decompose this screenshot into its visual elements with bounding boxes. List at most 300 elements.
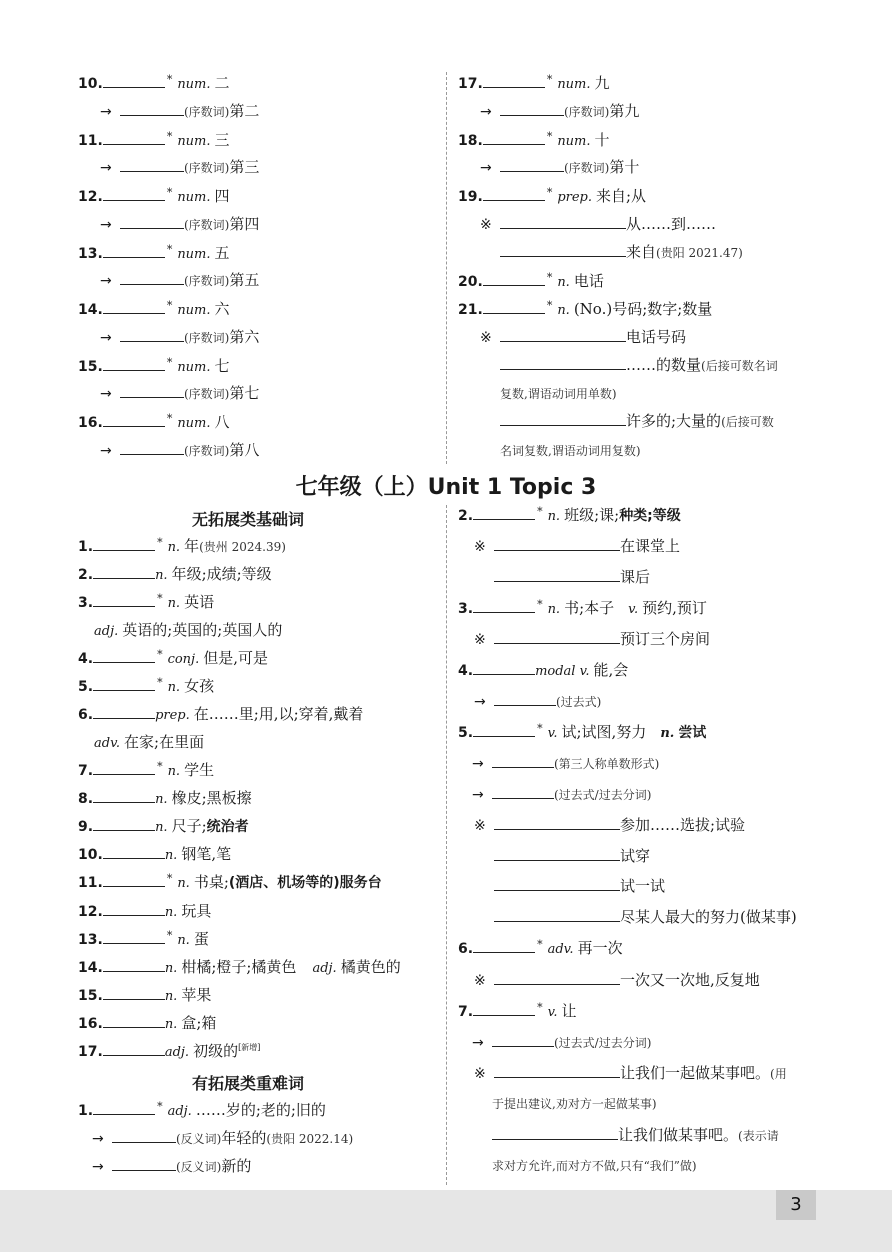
derived-item-17 <box>480 102 639 121</box>
part-of-speech: n. <box>177 933 190 948</box>
definition: 第五 <box>229 271 260 289</box>
definition: 班级;课; <box>564 506 620 524</box>
arrow-icon: → <box>472 756 484 772</box>
definition: 盒;箱 <box>181 1014 217 1032</box>
usage-note: 求对方允许,而对方不做,只有“我们”做) <box>492 1159 697 1173</box>
arrow-icon: → <box>100 273 112 289</box>
definition: 让我们做某事吧。 <box>618 1126 739 1144</box>
derived-item <box>474 692 601 711</box>
phrase-item <box>474 537 680 556</box>
basic-item-1 <box>78 537 286 557</box>
answer-blank[interactable] <box>492 785 554 799</box>
section-heading-extended: 有拓展类重难词 <box>192 1074 305 1093</box>
arrow-icon: → <box>100 386 112 402</box>
phrase-item <box>474 630 710 649</box>
part-of-speech: num. <box>557 77 591 92</box>
definition: 尺子; <box>171 817 207 835</box>
answer-blank[interactable] <box>103 357 165 371</box>
star-icon: * <box>546 73 553 86</box>
definition: 六 <box>214 300 230 318</box>
derived-item <box>472 1033 651 1052</box>
part-of-speech: n. <box>660 726 675 741</box>
star-icon: * <box>537 598 543 611</box>
note: (过去式) <box>556 695 602 709</box>
part-of-speech: n. <box>155 820 168 835</box>
part-of-speech: modal v. <box>535 664 590 679</box>
definition: 玩具 <box>181 902 212 920</box>
reference-mark-icon: ※ <box>474 973 486 989</box>
vocab-item-18 <box>458 131 610 151</box>
definition: 第十 <box>609 158 640 176</box>
item-number: 11. <box>78 875 103 891</box>
definition: 年轻的 <box>221 1129 267 1147</box>
derived-item-15 <box>100 384 259 403</box>
part-of-speech: n. <box>547 509 561 524</box>
basic-item-2 <box>78 565 272 585</box>
part-of-speech: prep. <box>155 708 190 723</box>
star-icon: * <box>166 356 173 369</box>
answer-blank[interactable] <box>473 661 535 675</box>
answer-blank[interactable] <box>112 1129 176 1143</box>
phrase-item <box>480 215 716 234</box>
answer-blank[interactable] <box>120 271 184 285</box>
note: (序数词) <box>564 105 610 119</box>
definition: 第七 <box>229 384 260 402</box>
reference-mark-icon: ※ <box>480 330 492 346</box>
basic-item-11 <box>78 873 382 893</box>
star-icon: * <box>166 186 173 199</box>
answer-blank[interactable] <box>492 1126 618 1140</box>
part-of-speech: n. <box>164 961 178 976</box>
answer-blank[interactable] <box>473 1002 535 1016</box>
definition: 试;试图,努力 <box>561 723 647 741</box>
phrase-item <box>474 971 760 990</box>
answer-blank[interactable] <box>120 102 184 116</box>
answer-blank[interactable] <box>103 244 165 258</box>
note: (过去式/过去分词) <box>554 1036 652 1050</box>
definition: 电话 <box>573 272 604 290</box>
arrow-icon: → <box>480 104 492 120</box>
star-icon: * <box>546 271 553 284</box>
part-of-speech: num. <box>177 360 211 375</box>
unit-title: 七年级（上）Unit 1 Topic 3 <box>295 475 597 500</box>
usage-note-continued <box>500 384 617 403</box>
part-of-speech: prep. <box>557 190 592 205</box>
star-icon: * <box>537 505 543 518</box>
answer-blank[interactable] <box>500 158 564 172</box>
item-number: 17. <box>458 76 483 92</box>
answer-blank[interactable] <box>120 384 184 398</box>
part-of-speech: n. <box>155 568 168 583</box>
item-number: 15. <box>78 359 103 375</box>
answer-blank[interactable] <box>473 723 535 737</box>
exam-source: (贵阳 2021.47) <box>656 246 743 260</box>
answer-blank[interactable] <box>103 958 165 972</box>
answer-blank[interactable] <box>494 630 620 644</box>
star-icon: * <box>157 676 163 689</box>
vocab-item-21 <box>458 300 712 320</box>
definition: 参加……选拔;试验 <box>620 816 746 834</box>
star-icon: * <box>166 73 173 86</box>
definition: 能,会 <box>593 661 629 679</box>
definition: 让我们一起做某事吧。 <box>620 1064 771 1082</box>
part-of-speech: n. <box>177 876 190 891</box>
item-number: 12. <box>78 904 103 920</box>
item-number: 3. <box>458 601 474 617</box>
exam-source: (贵阳 2022.14) <box>266 1132 354 1146</box>
part-of-speech: n. <box>167 596 181 611</box>
answer-blank[interactable] <box>483 272 545 286</box>
vocab-item-17 <box>458 74 610 94</box>
page-footer <box>0 1190 892 1252</box>
definition: 第九 <box>609 102 640 120</box>
answer-blank[interactable] <box>93 537 155 551</box>
answer-blank[interactable] <box>103 930 165 944</box>
section-heading-basic: 无拓展类基础词 <box>192 510 305 529</box>
definition: 尽某人最大的努力(做某事) <box>620 908 797 926</box>
answer-blank[interactable] <box>473 599 535 613</box>
derived-item-18 <box>480 158 639 177</box>
definition: 电话号码 <box>626 328 687 346</box>
part-of-speech: num. <box>177 247 211 262</box>
note: (反义词) <box>176 1160 222 1174</box>
answer-blank[interactable] <box>494 877 620 891</box>
star-icon: * <box>157 1100 163 1113</box>
answer-blank[interactable] <box>112 1157 176 1171</box>
answer-blank[interactable] <box>483 300 545 314</box>
vocab-item-15 <box>78 357 230 377</box>
answer-blank[interactable] <box>494 1064 620 1078</box>
arrow-icon: → <box>100 217 112 233</box>
part-of-speech: v. <box>628 602 639 617</box>
item-number: 16. <box>78 415 103 431</box>
star-icon: * <box>157 592 163 605</box>
note: (序数词) <box>184 218 230 232</box>
reference-mark-icon: ※ <box>474 1066 486 1082</box>
basic-item-17 <box>78 1042 260 1063</box>
new-meaning: (酒店、机场等的)服务台 <box>228 875 382 891</box>
vocab-item-16 <box>78 413 230 433</box>
part-of-speech: adj. <box>164 1045 190 1060</box>
note: (序数词) <box>184 105 230 119</box>
answer-blank[interactable] <box>500 243 626 257</box>
answer-blank[interactable] <box>473 506 535 520</box>
phrase-item <box>474 1064 787 1083</box>
item-number: 7. <box>458 1004 474 1020</box>
definition: 课后 <box>620 568 651 586</box>
answer-blank[interactable] <box>494 971 620 985</box>
arrow-icon: → <box>100 160 112 176</box>
part-of-speech: n. <box>155 792 168 807</box>
extended-item-1 <box>78 1101 326 1121</box>
answer-blank[interactable] <box>93 789 155 803</box>
part-of-speech: num. <box>177 77 211 92</box>
definition: 年 <box>184 537 200 555</box>
part-of-speech: num. <box>177 190 211 205</box>
phrase-item <box>494 877 665 895</box>
answer-blank[interactable] <box>103 986 165 1000</box>
item-number: 16. <box>78 1016 103 1032</box>
definition: 试一试 <box>620 877 666 895</box>
item-number: 5. <box>78 679 94 695</box>
answer-blank[interactable] <box>120 441 184 455</box>
definition: 橡皮;黑板擦 <box>171 789 252 807</box>
basic-item-15 <box>78 986 211 1006</box>
definition: 八 <box>214 413 230 431</box>
new-meaning: 统治者 <box>206 819 249 835</box>
item-number: 9. <box>78 819 94 835</box>
item-number: 6. <box>78 707 94 723</box>
definition: 第八 <box>229 441 260 459</box>
reference-mark-icon: ※ <box>480 217 492 233</box>
part-of-speech: n. <box>547 602 561 617</box>
definition: 十 <box>594 131 610 149</box>
reference-mark-icon: ※ <box>474 818 486 834</box>
part-of-speech: conj. <box>167 652 200 667</box>
answer-blank[interactable] <box>93 677 155 691</box>
part-of-speech: num. <box>177 416 211 431</box>
part-of-speech: n. <box>164 1017 178 1032</box>
usage-note-continued <box>492 1094 657 1113</box>
basic-item-10 <box>78 845 231 865</box>
part-of-speech: n. <box>557 303 570 318</box>
answer-blank[interactable] <box>494 847 620 861</box>
answer-blank[interactable] <box>103 131 165 145</box>
reference-mark-icon: ※ <box>474 539 486 555</box>
item-number: 10. <box>78 76 103 92</box>
usage-note: (后接可数 <box>721 415 774 429</box>
answer-blank[interactable] <box>103 1014 165 1028</box>
definition: 在课堂上 <box>620 537 681 555</box>
usage-note: (后接可数名词 <box>701 359 778 373</box>
item-number: 19. <box>458 189 483 205</box>
part-of-speech: n. <box>167 764 181 779</box>
usage-note-continued <box>500 441 641 460</box>
usage-note: 于提出建议,劝对方一起做某事) <box>492 1097 657 1111</box>
definition: 新的 <box>221 1157 252 1175</box>
item-number: 8. <box>78 791 94 807</box>
note: (序数词) <box>184 387 230 401</box>
answer-blank[interactable] <box>103 1042 165 1056</box>
item-number: 12. <box>78 189 103 205</box>
star-icon: * <box>546 130 553 143</box>
definition: ……的数量 <box>626 356 702 374</box>
definition: 书桌; <box>193 873 229 891</box>
star-icon: * <box>166 872 173 885</box>
answer-blank[interactable] <box>483 131 545 145</box>
answer-blank[interactable] <box>103 845 165 859</box>
answer-blank[interactable] <box>93 761 155 775</box>
basic-item-5 <box>78 677 214 697</box>
definition: 柑橘;橙子;橘黄色 <box>181 958 297 976</box>
arrow-icon: → <box>100 330 112 346</box>
part-of-speech: adj. <box>167 1104 192 1119</box>
definition: 钢笔,笔 <box>181 845 232 863</box>
answer-blank[interactable] <box>120 158 184 172</box>
reference-mark-icon: ※ <box>474 632 486 648</box>
answer-blank[interactable] <box>494 908 620 922</box>
basic-item-8 <box>78 789 252 809</box>
item-number: 10. <box>78 847 103 863</box>
column-divider-bottom <box>446 505 447 1185</box>
phrase-item <box>494 568 650 586</box>
usage-note: (表示请 <box>738 1129 779 1143</box>
basic-item-12 <box>78 902 211 922</box>
definition: 蛋 <box>193 930 209 948</box>
arrow-icon: → <box>474 694 486 710</box>
new-meaning: 种类;等级 <box>619 508 681 524</box>
new-word-tag: [新增] <box>238 1043 261 1052</box>
part-of-speech: n. <box>167 540 181 555</box>
star-icon: * <box>166 929 173 942</box>
answer-blank[interactable] <box>494 537 620 551</box>
definition: 第六 <box>229 328 260 346</box>
basic-item-3-adj <box>94 621 282 641</box>
definition: 九 <box>594 74 610 92</box>
definition: (No.)号码;数字;数量 <box>573 300 713 318</box>
part-of-speech: v. <box>547 726 558 741</box>
vocab-item-13 <box>78 244 230 264</box>
vocab-item-11 <box>78 131 230 151</box>
item-number: 4. <box>78 651 94 667</box>
derived-item <box>472 754 659 773</box>
part-of-speech: num. <box>177 303 211 318</box>
note: (序数词) <box>184 274 230 288</box>
arrow-icon: → <box>92 1159 104 1175</box>
answer-blank[interactable] <box>500 215 626 229</box>
answer-blank[interactable] <box>473 939 535 953</box>
item-number: 13. <box>78 932 103 948</box>
definition: 书;本子 <box>564 599 615 617</box>
arrow-icon: → <box>480 160 492 176</box>
usage-note: 复数,谓语动词用单数) <box>500 387 617 401</box>
basic-item-13 <box>78 930 209 950</box>
answer-blank[interactable] <box>483 187 545 201</box>
vocab-item-19 <box>458 187 646 207</box>
item-number: 17. <box>78 1044 103 1060</box>
definition: 但是,可是 <box>203 649 268 667</box>
definition: 英语的;英国的;英国人的 <box>122 621 283 639</box>
answer-blank[interactable] <box>120 328 184 342</box>
answer-blank[interactable] <box>93 649 155 663</box>
item-number: 15. <box>78 988 103 1004</box>
answer-blank[interactable] <box>483 74 545 88</box>
answer-blank[interactable] <box>494 692 556 706</box>
phrase-item <box>492 1126 779 1145</box>
arrow-icon: → <box>100 104 112 120</box>
vocab-item-20 <box>458 272 604 292</box>
star-icon: * <box>537 722 543 735</box>
basic-item-14 <box>78 958 401 978</box>
basic-item-7 <box>78 761 214 781</box>
star-icon: * <box>157 648 163 661</box>
answer-blank[interactable] <box>494 568 620 582</box>
answer-blank[interactable] <box>103 187 165 201</box>
derived-item-10 <box>100 102 259 121</box>
derived-item-12 <box>100 215 259 234</box>
derived-item <box>92 1157 251 1176</box>
answer-blank[interactable] <box>93 1101 155 1115</box>
definition: 初级的 <box>193 1042 239 1060</box>
phrase-item <box>480 328 686 347</box>
basic-item-6 <box>78 705 363 725</box>
phrase-item <box>500 243 743 262</box>
answer-blank[interactable] <box>93 705 155 719</box>
answer-blank[interactable] <box>500 412 626 426</box>
answer-blank[interactable] <box>494 816 620 830</box>
item-number: 11. <box>78 133 103 149</box>
definition: 七 <box>214 357 230 375</box>
extended-item-4 <box>458 661 628 681</box>
definition: 预约,预订 <box>642 599 707 617</box>
answer-blank[interactable] <box>93 565 155 579</box>
answer-blank[interactable] <box>492 1033 554 1047</box>
answer-blank[interactable] <box>103 413 165 427</box>
usage-note-continued <box>492 1156 697 1175</box>
answer-blank[interactable] <box>93 817 155 831</box>
note: (序数词) <box>184 331 230 345</box>
item-number: 5. <box>458 725 474 741</box>
answer-blank[interactable] <box>103 300 165 314</box>
star-icon: * <box>166 412 173 425</box>
arrow-icon: → <box>92 1131 104 1147</box>
definition: 再一次 <box>577 939 623 957</box>
vocab-item-14 <box>78 300 230 320</box>
note: (反义词) <box>176 1132 222 1146</box>
answer-blank[interactable] <box>103 74 165 88</box>
answer-blank[interactable] <box>500 102 564 116</box>
item-number: 18. <box>458 133 483 149</box>
answer-blank[interactable] <box>120 215 184 229</box>
definition: 女孩 <box>184 677 215 695</box>
extended-item-2 <box>458 506 681 526</box>
star-icon: * <box>546 186 553 199</box>
extended-item-5 <box>458 723 706 743</box>
vocab-item-12 <box>78 187 230 207</box>
star-icon: * <box>166 299 173 312</box>
item-number: 13. <box>78 246 103 262</box>
phrase-item <box>494 847 650 865</box>
derived-item <box>92 1129 353 1148</box>
part-of-speech: n. <box>164 989 178 1004</box>
usage-note: 名词复数,谓语动词用复数) <box>500 444 641 458</box>
definition: 一次又一次地,反复地 <box>620 971 760 989</box>
answer-blank[interactable] <box>93 593 155 607</box>
answer-blank[interactable] <box>103 873 165 887</box>
star-icon: * <box>537 1001 543 1014</box>
phrase-item <box>494 908 797 926</box>
item-number: 1. <box>78 539 94 555</box>
item-number: 4. <box>458 663 474 679</box>
answer-blank[interactable] <box>500 328 626 342</box>
answer-blank[interactable] <box>103 902 165 916</box>
new-meaning: 尝试 <box>678 725 707 741</box>
part-of-speech: n. <box>167 680 181 695</box>
item-number: 2. <box>78 567 94 583</box>
answer-blank[interactable] <box>492 754 554 768</box>
item-number: 3. <box>78 595 94 611</box>
definition: 苹果 <box>181 986 212 1004</box>
phrase-item <box>474 816 745 835</box>
note: (序数词) <box>184 444 230 458</box>
answer-blank[interactable] <box>500 356 626 370</box>
note: (序数词) <box>564 161 610 175</box>
vocab-item-10 <box>78 74 230 94</box>
definition: 第三 <box>229 158 260 176</box>
definition: 第四 <box>229 215 260 233</box>
item-number: 1. <box>78 1103 94 1119</box>
arrow-icon: → <box>472 787 484 803</box>
